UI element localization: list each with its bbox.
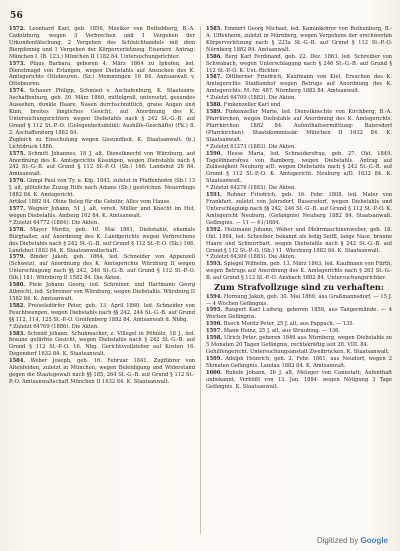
entry-text: Hesse Maria, led. Schneidersfrau, geb. 27. Okt. 1849, Tagelöhnersfrau von Bamberg, wegen Diebstahls. Antrag auf Zulässigkeit Neuburg a/D. wegen Diebstahls nach § 242 St.-G.-B. auf Grund § 112 St.-P.-O. K. Amtsgericht. Neuburg a/D. 1632 84. K. Staatsanwalt.: [206, 150, 392, 185]
entry-text: Finkenzeller Karl und: [223, 102, 281, 109]
register-entry: [206, 254, 392, 261]
entry-number: 1576.: [9, 178, 26, 185]
entry-number: 1597.: [206, 328, 223, 335]
entry-number: 1573.: [9, 60, 26, 67]
entry-text: Ulrich Peter, geboren 1846 aus Nürnberg, wegen Diebstahls zu 5 Monaten 20 Tagen Gefängnis, rechtskräftig seit 28. VIII. 84.: [206, 335, 392, 349]
register-entry: [9, 303, 195, 324]
register-entry: [206, 95, 392, 102]
entry-text: * Zuletzt 64309 (1883). Die Akten.: [206, 254, 296, 261]
register-entry: [206, 328, 392, 335]
entry-number: 1600.: [206, 369, 223, 376]
register-entry: [9, 61, 195, 89]
entry-text: * Zuletzt 64772 (1884). Die Akten.: [9, 219, 99, 226]
entry-text: Wagner Johann, 51 J. alt, vereh. Müller und Knecht im Hof, wegen Diebstahls. Amberg 162 84. K. Amtsanwalt.: [9, 205, 195, 219]
register-entry: [206, 102, 392, 109]
entry-text: Dittberner Friedrich, Kaufmann von Kiel, Ersuchen des K. Amtsgerichts Stadtamhof wegen Betrugs auf Anordnung des K. Amtsgerichts. M.-Nr. 487. Nürnberg 1882 84. Amtsanwalt.: [206, 74, 392, 95]
entry-text: * Zuletzt 61273 (1883). Die Akten.: [206, 143, 296, 150]
entry-number: 1599.: [206, 355, 223, 362]
entry-text: Schmitt Johannes, 18 J. alt, Dienstknecht von Würzburg, auf Anordnung des K. Amtsgerichts Kissingen, wegen Diebstahls nach § 242 St.-G.-B. auf Grund § 112 St.-P.-O. (Sb.) 166. Landshut 26 84. Amtsanwalt.: [9, 150, 195, 178]
entry-number: 1572.: [9, 26, 26, 32]
entry-number: 1584.: [9, 358, 26, 365]
entry-text: Ruhele Johann, 36 J. alt, Metzger von Cannstatt; Aufenthalt unbekannt. Verbüßt von 13. Jan. 1884: wegen Nötigung 3 Tage Gefängnis. K. Staatsanwalt.: [206, 369, 392, 390]
entry-text: Mayer Moritz, geb. 10. Mai 1861, Diebstahls, ehemals Burghalter, auf Anordnung des K. Landgerichts wegen Verbrechens des Diebstahls nach § 242 St.-G.-B. auf Grund § 112 St.-P.-O. (Sb.) 166. Landshut 1882 84. K. Staatsanwaltschaft.: [9, 226, 195, 254]
entry-number: 1593.: [206, 261, 223, 268]
entry-text: * Zuletzt 64709 (1883). Die Akten.: [206, 95, 296, 102]
footer-prefix: Digitized by: [316, 536, 359, 545]
column-divider: [200, 26, 201, 534]
register-entry: [9, 137, 195, 151]
entry-number: 1578.: [9, 226, 26, 233]
section-heading: Zum Strafvollzuge sind zu verhaften:: [214, 282, 384, 293]
entry-number: 1583.: [9, 330, 26, 337]
register-entry: [9, 151, 195, 179]
entry-number: 1586.: [206, 53, 223, 60]
entry-text: * Zuletzt 64276 (1883). Die Akten.: [206, 185, 296, 192]
entry-number: 1585.: [206, 26, 223, 32]
register-entry: [206, 227, 392, 255]
register-entry: [206, 321, 392, 328]
register-entry: [206, 185, 392, 192]
register-entry: [206, 307, 392, 321]
entry-text: Preiselsdörfer Peter, geb. 13. April 1860, led. Schneider von Feuchtwangen, wegen Diebstahls nach §§ 242, 244 St.-G.-B. auf Grund §§ 112, 114, 125 St.-P.-O. Greifenberg 1882 84. Amtsanwalt d. Nbbg.: [9, 302, 195, 323]
entry-number: 1588.: [206, 102, 223, 109]
entry-text: Gehilfengericht. Untersuchungsanstalt Zweibrücken. K. Staatsanwalt.: [206, 348, 390, 355]
entry-text: Emmert Georg Michael, led. Kaminkehrer von Rothenberg, B.-A. Uffenheim, zuletzt in Nürnberg, wegen Vergehens der erschwerten Körperverletzung nach § 223a St.-G.-B. auf Grund § 112 St.-P.-O. Nürnberg 1882 84. Amtsanwalt.: [206, 26, 392, 53]
register-entry: [9, 178, 195, 199]
entry-text: Holzmann Johann, Weber und Mehrmaschinenweber, geb. 18. Okt. 1864, led. Schreiber, bekannt als ledig Seiffl, lange Nase, braune Haare und Schnurrbart, wegen Diebstahls nach § 242 St.-G.-B. auf Grund § 112 St.-P.-O. (Sb.) 11. Würzburg 1882 84. K. Staatsanwalt.: [206, 226, 392, 254]
register-entry: [206, 74, 392, 95]
page-number: 56: [10, 11, 23, 21]
entry-text: Weber Joseph, geb. 16. Februar 1841, Zugführer von Altenfelden, zuletzt in München, wegen Beleidigung und Widerstand gegen die Staatsgewalt nach §§ 185, 264 St.-G.-B. auf Grund § 112 St.-P.-O. Amtsanwaltschaft München II 1632 84. K. Staatsanwalt.: [9, 358, 195, 386]
register-entry: [206, 192, 392, 227]
entry-number: 1580.: [9, 282, 26, 289]
entry-number: 1594.: [206, 293, 223, 300]
entry-text: Schauer Philipp, Schmied v. Aschafenburg, K. Staatsanw. Aschaffenburg, geb. 30. März 1860, mittelgroß, untersetzt, gesundes Aussehen, dunkle Haare, Nasen durchschnittlich, graue Augen und Kinn, breites längliches Gesicht, auf Anordnung des K. Untersuchungsrichters wegen Diebstahls nach § 242 St.-G.-B. auf Grund § 112 St.-P.-O. (Gelegenheitsdelikt: Aushilfe-Geschäfts) (Fk.) 8. 2. Aschaffenburg 1882 84.: [9, 88, 195, 136]
register-entry: [206, 144, 392, 151]
entry-text: Spiegel Wilhelm, geb. 13. März 1863, led. Kaufmann von Fürth, wegen Betrugs auf Anordnung des K. Amtsgerichts nach § 263 St.-G.-B. auf Grund § 112 St.-P.-O. Ansbach 1882 84. Untersuchungsrichter.: [206, 261, 392, 282]
entry-text: * Zuletzt 64769 (1886). Die Akten.: [9, 323, 99, 330]
entry-text: Schmid Johann, Schuhmacher, z. Villegel in Pöhnitz, 18 J., led. braune gefärbte Gesicht, wegen Diebstahls nach § 242 St.-G.-B. auf Grund § 112 St.-P.-O. 16. Nbg. Gerichtsvollzieher auf Kosten 16. Degendorf 1632 84. K. Staatsanwalt.: [9, 330, 195, 358]
entry-number: 1577.: [9, 205, 26, 212]
register-entry: [206, 261, 392, 282]
entry-number: 1574.: [9, 88, 26, 95]
entry-text: Artikel 1882 84. Ohne Beleg für die Gebühr, Alles vom Hause.: [9, 199, 171, 206]
register-entry: [9, 199, 195, 206]
register-entry: [206, 294, 392, 308]
left-column: [9, 26, 195, 536]
entry-number: 1598.: [206, 335, 223, 342]
entry-number: 1589.: [206, 109, 223, 116]
entry-text: Hornung Jakob, geb. 30. Mai 1869, aus Graßmannsdorf, — 15 J. — 4 Wochen Gefängnis.: [206, 293, 392, 307]
register-entry: [206, 151, 392, 186]
entry-text: Pfaus Barbara, geboren 4. März 1864 zu Iphofen, led. Dienstmagd von Erlangen, wegen Diebstahls auf Ansuchen des K. Amtsgerichts Ottobeuren. (Sz.) Memmingen 16 84. Amtsanwalt v. Ottobeuren.: [9, 60, 195, 88]
entry-text: Busch Moritz Peter, 25 J. alt, aus Pappach. — 135.: [223, 321, 355, 328]
entry-text: Gimpl Paul von Ty. u. Kfp. 1843, zuletzt in Pfaffenhofen (Sb.) 13 J. alt, plötzliche Zuzug Hilfs nach Adams (Sb.) gestrichen. Neuerdings 1882 84. K. Amtsgericht.: [9, 178, 195, 199]
entry-text: Leonhard Karl, geb. 1856, Musiker von Rothsbberg, B.-A. Cadolzburg, wegen 3 Verbrechen und 1 Vergehen der Urkundenfälschung, 2 Vergehen des Schleichhandels mit dem Bierpfennig und 1 Vergehen der Körperverletzung. Eisenerz. Antrag: München I. (B. 123.) München II 1182 84. Untersuchungsrichter.: [9, 26, 195, 60]
register-entry: [206, 109, 392, 144]
entry-text: Mann Heinz, 25 J. alt, aus Straubing. — 136.: [223, 328, 341, 335]
register-entry: [206, 349, 392, 356]
entry-text: Binder Jakob, geb. 1864, led. Schneider von Appenzell (Schweiz), auf Anordnung des K. Amtsgerichts Würzburg II wegen Unterschlagung nach §§ 242, 246 St.-G.-B. auf Grund § 112 St.-P.-O. (Sb.) 181. Würzburg II 1582 84. Die Akten.: [9, 254, 195, 282]
entry-number: 1592.: [206, 226, 223, 233]
google-logo: Google: [360, 536, 388, 545]
entry-text: Raupert Karl Ludwig, geboren 1858, aus Tangermünde. — 4 Wochen Gefängnis.: [206, 307, 392, 321]
register-entry: [9, 220, 195, 227]
entry-number: 1575.: [9, 150, 26, 157]
entry-number: 1590.: [206, 150, 223, 157]
digitization-footer: [317, 536, 388, 545]
entry-number: 1587.: [206, 74, 223, 81]
right-column: [206, 26, 392, 536]
register-entry: [9, 331, 195, 359]
entry-text: Berg Karl Ferdinand, geb. 22. Dez. 1863, led. Schreiber von Schwabach, wegen Unterschlagung nach § 246 St.-G.-B. auf Grund § 112 St.-P.-O. K. Ust.-Richter.: [206, 53, 392, 74]
register-entry: [206, 370, 392, 391]
register-entry: [9, 26, 195, 61]
register-entry: [9, 358, 195, 386]
entry-text: Adolph Heinrich, geb. 2. Febr. 1861, aus Neudorf, wegen 2 Monaten Gefängnis. Landau 1882 84. K. Amtsanwalt.: [206, 355, 392, 369]
entry-number: 1591.: [206, 192, 223, 199]
register-entry: [9, 324, 195, 331]
entry-text: Finkenzeller Marie, led. Dienstknechte von Kirchberg, B.-A. Pfarrkirchen, wegen Diebstahls auf Anordnung des K. Amtsgerichts. Pfarrkirchen 1882 84. Aufenthaltsermittlung: Baiersdorf (Pfarrkirchen): Staatskommissär. München II 1632 84. K. Staatsanwalt.: [206, 109, 392, 143]
entry-number: 1595.: [206, 307, 223, 314]
register-entry: [206, 356, 392, 370]
register-entry: [206, 54, 392, 75]
register-entry: [9, 227, 195, 255]
entry-number: 1582.: [9, 302, 26, 309]
register-entry: [9, 254, 195, 282]
register-entry: [206, 26, 392, 54]
register-entry: [206, 335, 392, 349]
entry-text: Piele Johann Georg, led. Schreiner, und Hartmann Georg Albrecht, led. Schreiner von Würzburg, wegen Diebstahls. Würzburg II 1582 84. K. Amtsanwalt.: [9, 282, 195, 302]
register-entry: [9, 282, 195, 303]
register-entry: [9, 206, 195, 220]
register-entry: [9, 88, 195, 136]
entry-number: 1579.: [9, 254, 26, 261]
entry-text: Zugleich zu Einschulung wegen Gesundheit. K. Staatsanwalt. (b.) Lichtdruck 1886.: [9, 136, 195, 150]
entry-text: Rohner Friedrich, geb. 16. Febr. 1808, led. Maler von Frankfurt, zuletzt von Jahrsdorf, Bauersdorf, wegen Diebstahls und Unterschlagung nach §§ 242, 246 St.-G.-B. auf Grund § 112 St.-P.-O. K. Amtsgericht Neuburg. (Gefangnis) Neuburg 1882 84. Staatsanwalt. Gefängnis. — 11 — 61/1884.: [206, 192, 392, 226]
entry-number: 1596.: [206, 321, 223, 328]
